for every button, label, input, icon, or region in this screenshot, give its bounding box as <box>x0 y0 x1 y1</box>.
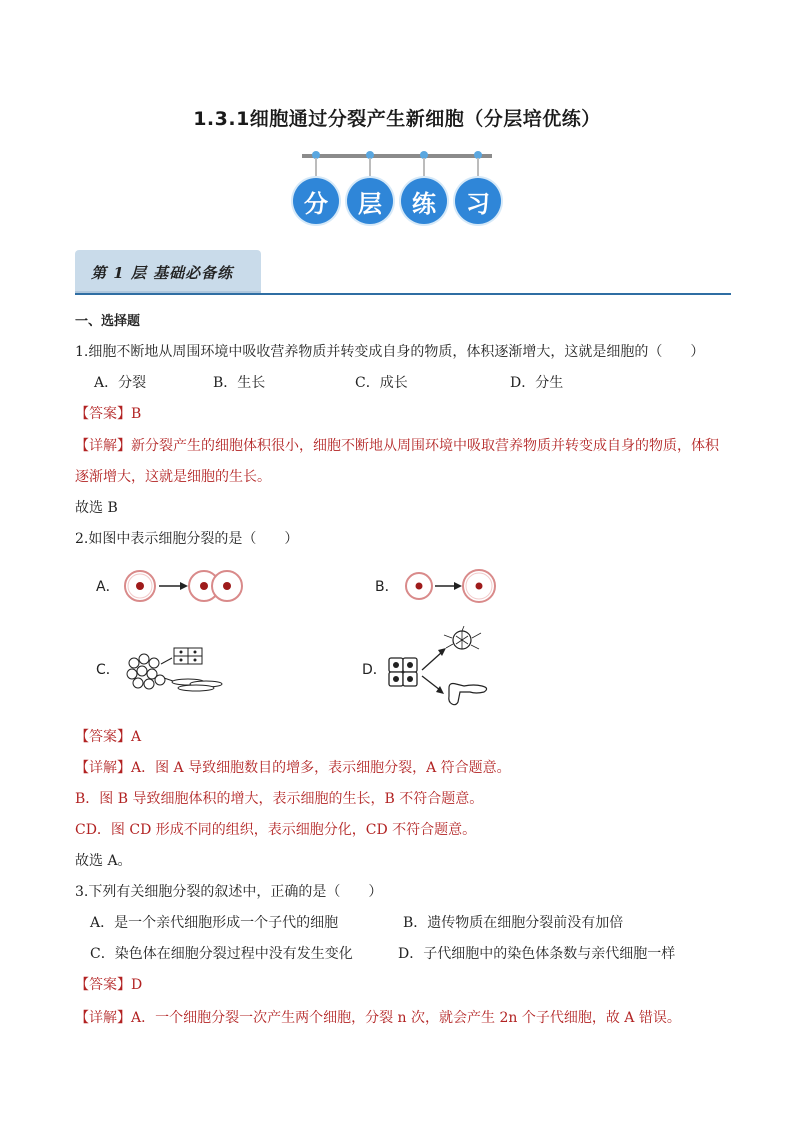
option-a: A．是一个亲代细胞形成一个子代的细胞 <box>90 915 339 931</box>
figure-c-differentiation <box>124 644 226 692</box>
detail-text: 逐渐增大，这就是细胞的生长。 <box>75 469 271 485</box>
section-heading: 一、选择题 <box>75 314 141 329</box>
detail-tag: 【详解】 <box>75 438 131 454</box>
detail-tag: 【详解】 <box>75 760 131 776</box>
level-tab-label: 第 1 层 基础必备练 <box>91 264 234 282</box>
option-a: A．分裂 <box>94 375 147 391</box>
badge-circle: 练 <box>401 178 447 224</box>
answer-line <box>75 404 141 424</box>
detail-text: A．图 A 导致细胞数目的增多，表示细胞分裂，A 符合题意。 <box>131 760 511 776</box>
option-b: B． <box>375 579 399 595</box>
detail-text: A．一个细胞分裂一次产生两个细胞，分裂 n 次，就会产生 2n 个子代细胞，故 A 错误。 <box>131 1010 681 1026</box>
detail-text: 新分裂产生的细胞体积很小，细胞不断地从周围环境中吸取营养物质并转变成自身的物质，体积 <box>131 438 719 454</box>
detail-line <box>75 758 511 778</box>
option-c: C．成长 <box>355 375 408 391</box>
answer-tag: 【答案】 <box>75 406 131 422</box>
level-tab <box>75 250 261 293</box>
option-c: C． <box>96 662 120 678</box>
answer-line <box>75 975 142 995</box>
question-stem: 2.如图中表示细胞分裂的是（ ） <box>75 531 299 547</box>
answer-value: A <box>131 729 142 745</box>
answer-value: D <box>131 977 143 993</box>
answer-line <box>75 727 141 747</box>
header-bar <box>302 154 492 158</box>
question-stem: 1.细胞不断地从周围环境中吸收营养物质并转变成自身的物质，体积逐渐增大，这就是细胞的（ ） <box>75 344 705 360</box>
option-c: C．染色体在细胞分裂过程中没有发生变化 <box>90 946 353 962</box>
section-rule <box>75 293 731 295</box>
answer-tag: 【答案】 <box>75 729 131 745</box>
option-b: B．生长 <box>213 375 266 391</box>
figure-a-division <box>122 568 244 604</box>
badge-circle: 层 <box>347 178 393 224</box>
detail-line <box>75 436 719 456</box>
option-a: A． <box>96 579 120 595</box>
question-stem: 3.下列有关细胞分裂的叙述中，正确的是（ ） <box>75 884 383 900</box>
badge-circle: 习 <box>455 178 501 224</box>
answer-tag: 【答案】 <box>75 977 131 993</box>
option-d: D． <box>362 662 387 678</box>
figure-d-differentiation <box>386 626 498 708</box>
conclusion: 故选 B <box>75 500 118 516</box>
conclusion: 故选 A。 <box>75 853 132 869</box>
figure-b-growth <box>402 567 498 605</box>
option-b: B．遗传物质在细胞分裂前没有加倍 <box>403 915 624 931</box>
badge-circle: 分 <box>293 178 339 224</box>
option-d: D．子代细胞中的染色体条数与亲代细胞一样 <box>398 946 676 962</box>
detail-text: CD．图 CD 形成不同的组织，表示细胞分化，CD 不符合题意。 <box>75 822 477 838</box>
detail-line <box>75 1008 681 1028</box>
page-title: 1.3.1细胞通过分裂产生新细胞（分层培优练） <box>193 108 601 130</box>
detail-text: B．图 B 导致细胞体积的增大，表示细胞的生长，B 不符合题意。 <box>75 791 484 807</box>
answer-value: B <box>131 406 142 422</box>
detail-tag: 【详解】 <box>75 1010 131 1026</box>
option-d: D．分生 <box>510 375 564 391</box>
